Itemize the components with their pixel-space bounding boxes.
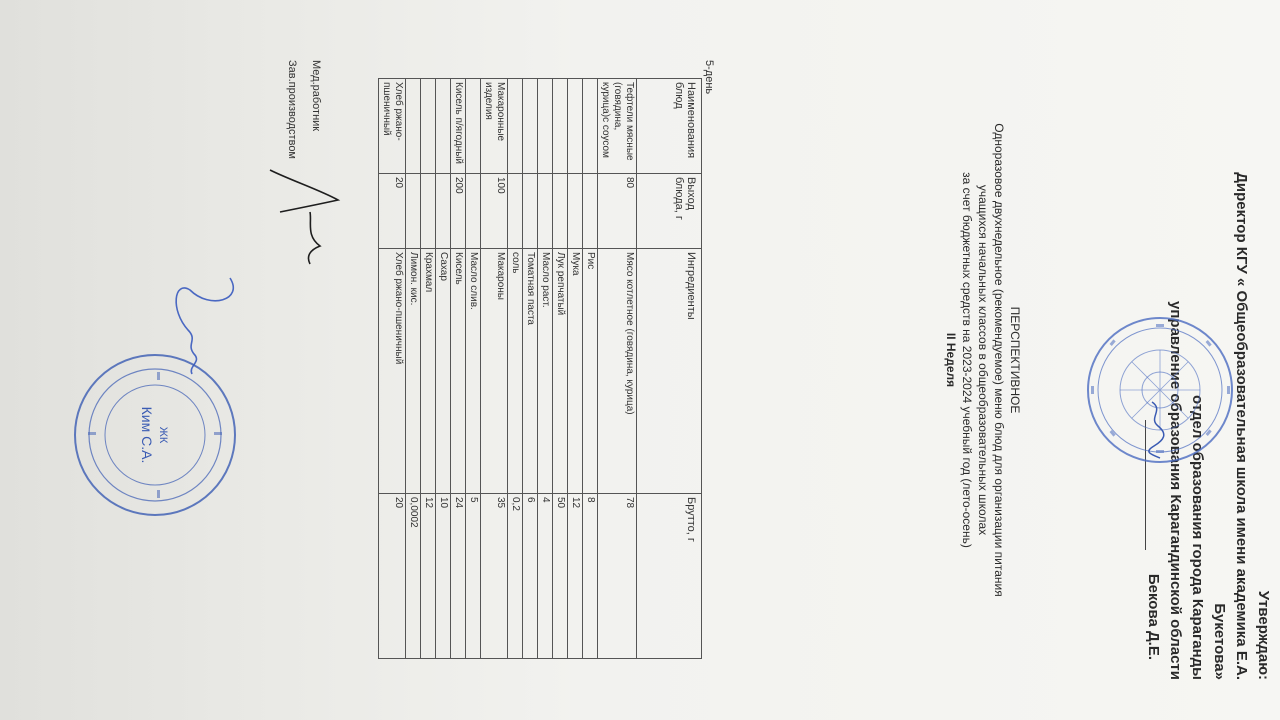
cell-brutto: 4 — [538, 494, 553, 659]
table-row — [466, 79, 481, 659]
day-label: 5-день — [703, 60, 715, 95]
cell-brutto: 8 — [583, 494, 598, 659]
cell-dish: Тефтели мясные (говядина, курица)с соусом — [598, 79, 637, 174]
cell-yield: 200 — [451, 174, 466, 249]
cell-yield — [568, 174, 583, 249]
cell-yield: 80 — [598, 174, 637, 249]
cell-dish — [568, 79, 583, 174]
cell-yield — [553, 174, 568, 249]
cell-brutto: 0,2 — [508, 494, 523, 659]
week-label: II Неделя — [944, 332, 958, 388]
col-header-dish: Наименования блюд — [637, 79, 702, 174]
cell-ingredient: соль — [508, 249, 523, 494]
doc-title: ПЕРСПЕКТИВНОЕ — [1008, 306, 1022, 414]
cell-brutto: 20 — [379, 494, 406, 659]
med-worker-label: Мед.работник — [310, 60, 322, 132]
cell-dish: Кисель п/ягодный — [451, 79, 466, 174]
cell-dish — [406, 79, 421, 174]
menu-table — [378, 78, 702, 659]
cell-yield: 100 — [481, 174, 508, 249]
doc-subtitle-3: за счет бюджетных средств на 2023-2024 учебный год (лето-осень) — [960, 172, 974, 548]
official-round-stamp — [70, 350, 240, 520]
stamp-initials: ЖК — [157, 426, 169, 444]
cell-ingredient: Мука — [568, 249, 583, 494]
table-row — [481, 79, 508, 659]
cell-yield — [406, 174, 421, 249]
cell-dish — [421, 79, 436, 174]
cell-dish: Макаронные изделия — [481, 79, 508, 174]
table-row — [568, 79, 583, 659]
table-row — [379, 79, 406, 659]
cell-yield: 20 — [379, 174, 406, 249]
department-line: отдел образования города Караганды — [1189, 395, 1206, 680]
cell-yield — [538, 174, 553, 249]
col-header-yield: Выход блюда, г — [637, 174, 702, 249]
cell-brutto: 12 — [568, 494, 583, 659]
cell-yield — [466, 174, 481, 249]
table-row — [421, 79, 436, 659]
table-row — [583, 79, 598, 659]
table-header-row — [637, 79, 702, 659]
cell-yield — [583, 174, 598, 249]
med-worker-signature — [260, 150, 350, 270]
production-head-label: Зав.производством — [286, 60, 298, 159]
cell-ingredient: Лук репчатый — [553, 249, 568, 494]
cell-brutto: 12 — [421, 494, 436, 659]
table-row — [598, 79, 637, 659]
table-row — [538, 79, 553, 659]
table-row — [406, 79, 421, 659]
cell-dish — [553, 79, 568, 174]
cell-brutto: 6 — [523, 494, 538, 659]
cell-brutto: 5 — [466, 494, 481, 659]
cell-yield — [436, 174, 451, 249]
cell-ingredient: Кисель — [451, 249, 466, 494]
cell-dish — [538, 79, 553, 174]
cell-yield — [421, 174, 436, 249]
cell-brutto: 0,0002 — [406, 494, 421, 659]
table-row — [508, 79, 523, 659]
table-row — [523, 79, 538, 659]
col-header-ingredients: Ингредиенты — [637, 249, 702, 494]
cell-dish — [466, 79, 481, 174]
table-row — [451, 79, 466, 659]
cell-brutto: 50 — [553, 494, 568, 659]
table-body — [379, 79, 637, 659]
director-signature — [1146, 400, 1168, 460]
col-header-brutto: Брутто, г — [637, 494, 702, 659]
cell-ingredient: Рис — [583, 249, 598, 494]
cell-dish — [523, 79, 538, 174]
cell-yield — [523, 174, 538, 249]
table-row — [436, 79, 451, 659]
stamp-name: Ким С.А. — [139, 406, 155, 464]
cell-brutto: 24 — [451, 494, 466, 659]
director-line: Директор КГУ « Общеобразовательная школа имени академика Е.А. — [1233, 172, 1250, 680]
cell-dish — [508, 79, 523, 174]
cell-ingredient: Томатная паста — [523, 249, 538, 494]
cell-brutto: 35 — [481, 494, 508, 659]
cell-dish — [583, 79, 598, 174]
cell-ingredient: Лимон. кис. — [406, 249, 421, 494]
doc-subtitle-1: Одноразовое двухнедельное (рекомендуемое) меню блюд для организации питания — [992, 123, 1006, 597]
table-row — [553, 79, 568, 659]
cell-ingredient: Сахар — [436, 249, 451, 494]
signer-name: Бекова Д.Е. — [1145, 573, 1162, 660]
director-line-2: Букетова» — [1211, 603, 1228, 680]
cell-dish: Хлеб ржано-пшеничный — [379, 79, 406, 174]
administration-line: управление образования Карагандинской области — [1167, 301, 1184, 680]
cell-brutto: 78 — [598, 494, 637, 659]
cell-ingredient: Крахмал — [421, 249, 436, 494]
doc-subtitle-2: учащихся начальных классов в общеобразовательных школах — [976, 184, 990, 536]
cell-ingredient: Масло слив. — [466, 249, 481, 494]
cell-ingredient: Масло раст. — [538, 249, 553, 494]
approve-label: Утверждаю: — [1255, 590, 1272, 680]
cell-ingredient: Мясо котлетное (говядина, курица) — [598, 249, 637, 494]
cell-ingredient: Хлеб ржано-пшеничный — [379, 249, 406, 494]
cell-brutto: 10 — [436, 494, 451, 659]
cell-ingredient: Макароны — [481, 249, 508, 494]
cell-yield — [508, 174, 523, 249]
cell-dish — [436, 79, 451, 174]
